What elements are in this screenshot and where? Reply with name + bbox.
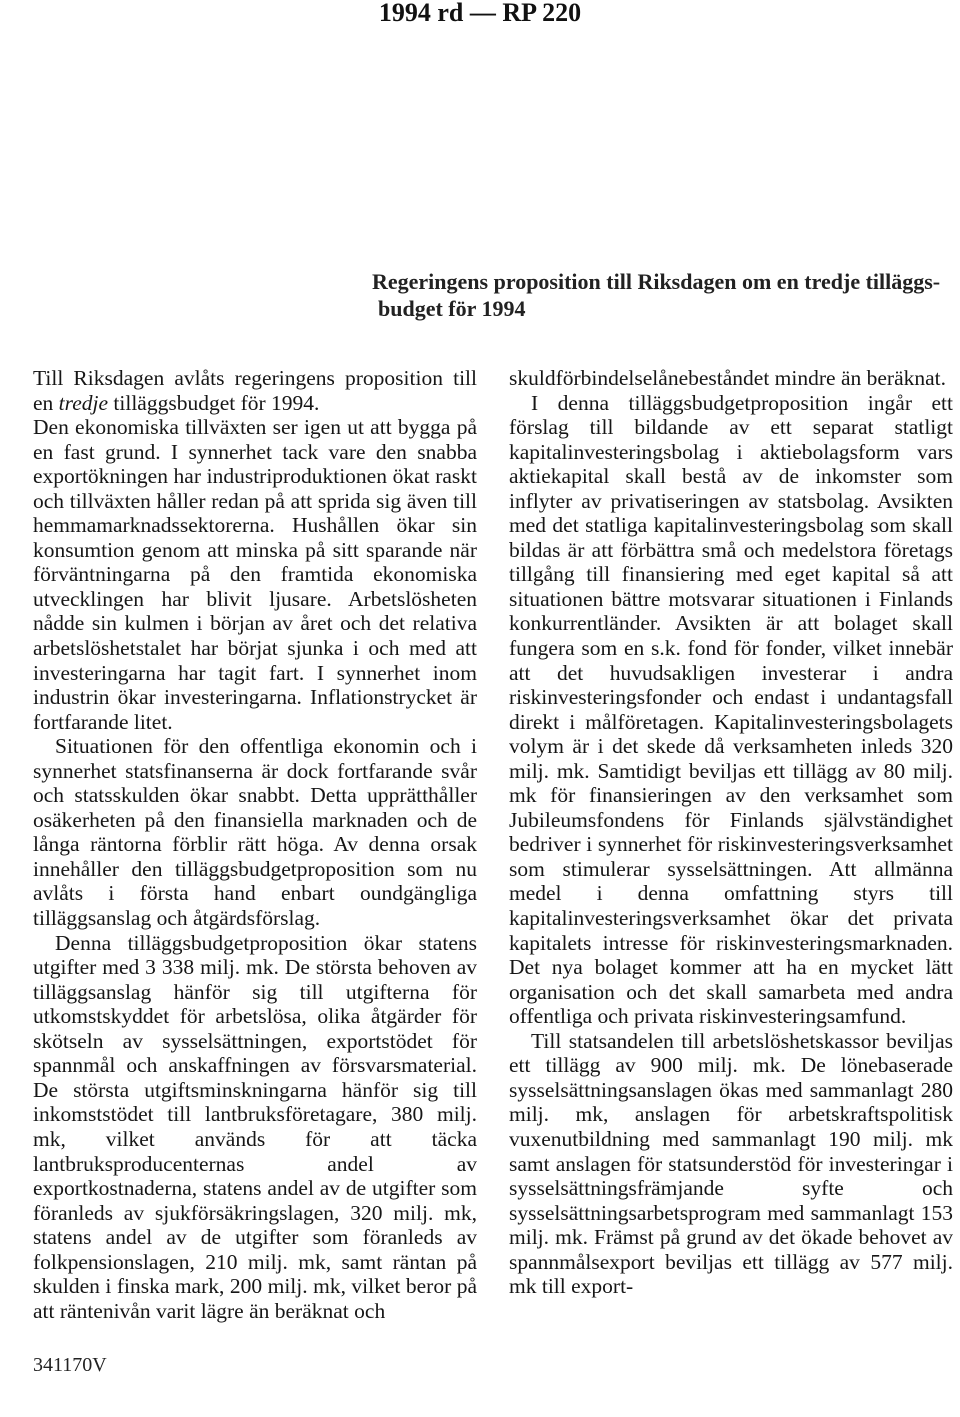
- paragraph-capital-investment: I denna tilläggsbudgetproposition ingår ett förslag till bildande av ett separat statligt kapitalinvesteringsbolag i aktiebolagsform vars aktiekapital skall bestå av de inkomster som inflyter av privatiseringen av statsbolag. Avsikten med det statliga kapitalinvesteringsbolag som skall bildas är att förbättra små och medelstora företags tillgång till finansiering med eget kapital så att situationen bättre motsvarar situationen i Finlands konkurrentländer. Avsikten är att bolaget skall fungera som en s.k. fond för fonder, vilket innebär att det huvudsakligen investerar i andra riskinvesteringsfonder och endast i undantagsfall direkt i målföretagen. Kapitalinvesteringsbolagets volym är i det skede då verksamheten inleds 320 milj. mk. Samtidigt beviljas ett tillägg av 80 milj. mk för finansieringen av den verksamhet som Jubileumsfondens för Finlands självständighet bedriver i synnerhet för riskinvesteringsverksamhet som stimulerar sysselsättningen. Att allmänna medel i denna omfattning styrs till kapitalinvesteringsverksamhet ökar det privata kapitalets intresse för riskinvesteringsmarknaden. Det nya bolaget kommer att ha en mycket lätt organisation och det skall samarbeta med andra offentliga och privata riskinvesteringsamfund.: [509, 390, 953, 1029]
- paragraph-expenditures: Denna tilläggsbudgetproposition ökar statens utgifter med 3 338 milj. mk. De största behoven av tilläggsanslag hänför sig till utgifterna för utkomstskyddet för arbetslösa, olika åtgärder för skötseln av sysselsättningen, exportstödet för spannmål och anskaffningen av försvarsmaterial. De största utgiftsminskningarna hänför sig till inkomststödet till lantbruksföretagare, 380 milj. mk, vilket används för att täcka lantbruksproducenternas andel av exportkostnaderna, statens andel av de utgifter som föranleds av sjukförsäkringslagen, 320 milj. mk, statens andel av de utgifter som föranleds av folkpensionslagen, 210 milj. mk, samt räntan på skulden i finska mark, 200 milj. mk, vilket beror på att räntenivån varit lägre än beräknat och: [33, 930, 477, 1323]
- title-line-2: budget för 1994: [378, 296, 526, 321]
- intro-emphasis: tredje: [58, 390, 109, 415]
- paragraph-unemployment-funds: Till statsandelen till arbetslöshetskassor beviljas ett tillägg av 900 milj. mk. De lönebaserade sysselsättningsanslagen ökas med sammanlagt 280 milj. mk, anslagen för arbetskraftspolitisk vuxenutbildning med sammanlagt 190 milj. mk samt anslagen för statsunderstöd för investeringar i sysselsättningsfrämjande syfte och sysselsättningsarbetsprogram med sammanlagt 153 milj. mk. Främst på grund av det ökade behovet av spannmålsexport beviljas ett tillägg av 577 milj. mk till export-: [509, 1028, 953, 1299]
- intro-text-b: tilläggsbudget för 1994.: [108, 390, 320, 415]
- paragraph-continuation: skuldförbindelselånebeståndet mindre än beräknat.: [509, 366, 947, 390]
- right-column: [509, 366, 953, 1299]
- document-code: 341170V: [33, 1354, 107, 1376]
- paragraph-public-finances: Situationen för den offentliga ekonomin och i synnerhet statsfinanserna är dock fortfarande svår och statsskulden ökar snabbt. Detta upprätthåller osäkerheten på den finansiella marknaden och de långa räntorna förblir rätt höga. Av denna orsak innehåller den tilläggsbudgetproposition som nu avlåts i första hand enbart oundgängliga tilläggsanslag och åtgärdsförslag.: [33, 734, 477, 931]
- paragraph-economy: Den ekonomiska tillväxten ser igen ut att bygga på en fast grund. I synnerhet tack vare den snabba exportökningen har industriproduktionen ökat raskt och tillväxten håller redan på att sprida sig även till hemmamarknadssektorerna. Hushållen ökar sin konsumtion genom att minska på sitt sparande när förväntningarna på den framtida ekonomiska utvecklingen har blivit ljusare. Arbetslösheten nådde sin kulmen i början av året och det relativa arbetslöshetstalet har börjat sjunka i och med att investeringarna har tagit fart. I synnerhet inom industrin ökar investeringarna. Inflationstrycket är fortfarande litet.: [33, 415, 477, 734]
- intro-text-a: Till Riksdagen avlåts regeringens proposition till en: [33, 366, 477, 415]
- title-line-1: Regeringens proposition till Riksdagen om en tredje tilläggs-: [372, 269, 941, 294]
- page-header: 1994 rd — RP 220: [378, 0, 582, 27]
- paragraph-intro: [33, 366, 477, 415]
- left-column: [33, 366, 477, 1323]
- document-title: [372, 268, 960, 322]
